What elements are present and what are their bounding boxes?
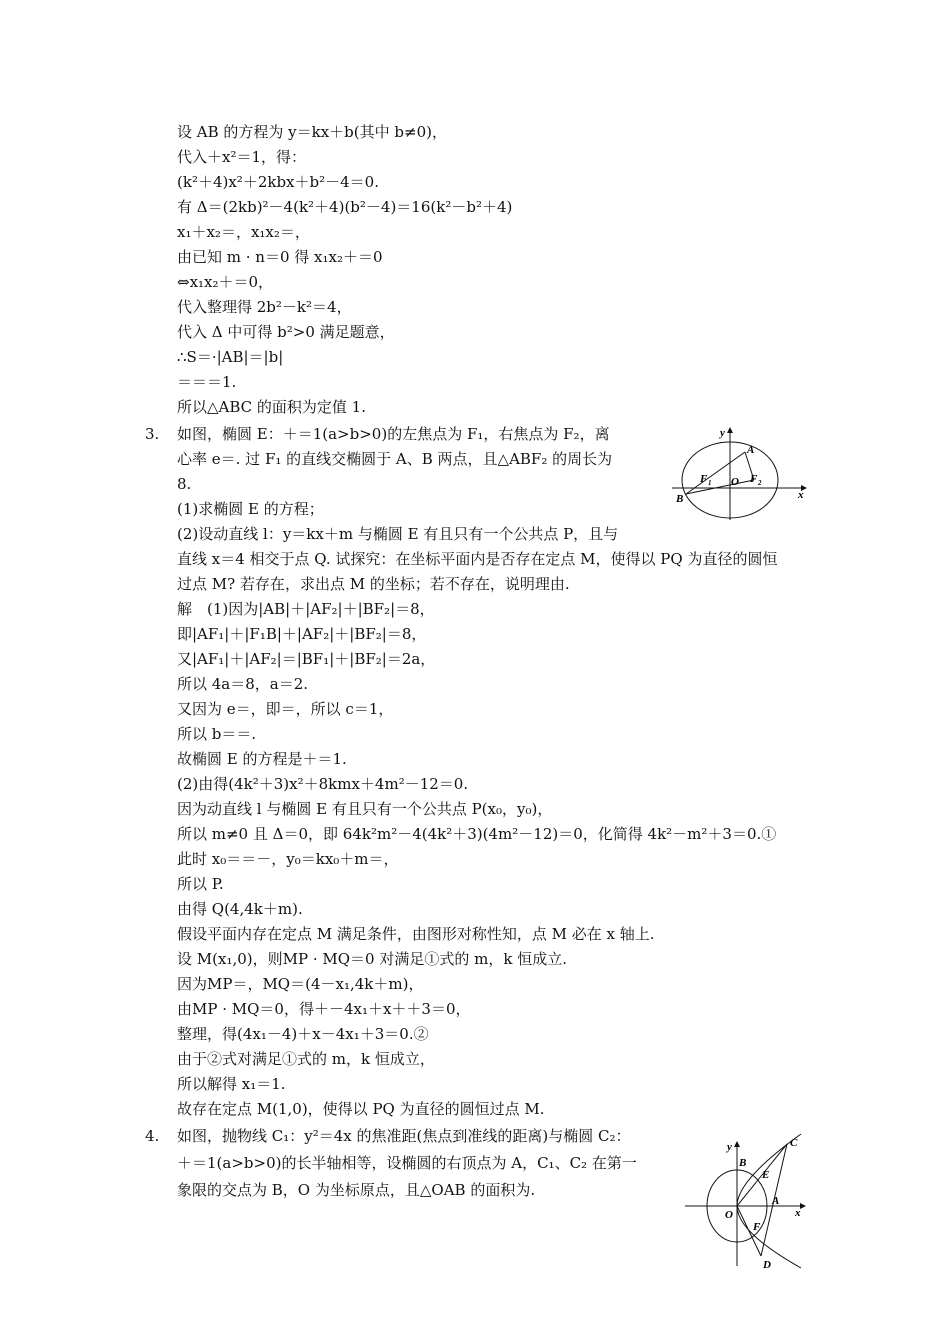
text-line: 设 M(x₁,0)，则MP · MQ＝0 对满足①式的 m，k 恒成立. <box>177 950 567 968</box>
text-line: 所以解得 x₁＝1. <box>177 1075 286 1093</box>
label-o: O <box>731 476 739 488</box>
parabola-curve <box>737 1134 801 1268</box>
text-line: 假设平面内存在定点 M 满足条件，由图形对称性知，点 M 必在 x 轴上. <box>177 925 655 943</box>
text-line: 直线 x＝4 相交于点 Q. 试探究：在坐标平面内是否存在定点 M，使得以 PQ 为直径的圆恒 <box>177 550 778 568</box>
label-f2: F <box>750 473 758 485</box>
text-line: 象限的交点为 B，O 为坐标原点，且△OAB 的面积为. <box>177 1181 536 1199</box>
problem-number: 4. <box>145 1127 160 1145</box>
text-line: 因为MP＝，MQ＝(4－x₁,4k＋m)， <box>177 975 424 993</box>
text-line: 所以 m≠0 且 Δ＝0，即 64k²m²－4(4k²＋3)(4m²－12)＝0，化简得 4k²－m²＋3＝0.① <box>177 825 777 843</box>
text-line: 如图，椭圆 E：＋＝1(a>b>0)的左焦点为 F₁，右焦点为 F₂，离 <box>177 425 610 443</box>
text-line: ∴S＝·|AB|＝|b| <box>177 348 284 366</box>
label-o: O <box>725 1209 733 1221</box>
text-line: 故椭圆 E 的方程是＋＝1. <box>177 750 347 768</box>
text-line: 过点 M? 若存在，求出点 M 的坐标；若不存在，说明理由. <box>177 575 570 593</box>
problem-number: 3. <box>145 425 160 443</box>
parabola-ellipse-figure <box>683 1130 813 1270</box>
text-line: 由MP · MQ＝0，得＋－4x₁＋x＋＋3＝0， <box>177 1000 471 1018</box>
label-f1-sub: 1 <box>708 479 712 487</box>
text-line: ⇔x₁x₂＋＝0， <box>177 273 274 291</box>
label-x: x <box>798 489 804 501</box>
label-e: E <box>762 1169 770 1181</box>
text-line: (k²＋4)x²＋2kbx＋b²－4＝0. <box>177 173 379 191</box>
label-x: x <box>795 1207 801 1219</box>
text-line: 代入＋x²＝1，得： <box>177 148 307 166</box>
label-y: y <box>727 1141 732 1153</box>
text-line: 代入 Δ 中可得 b²>0 满足题意， <box>177 323 395 341</box>
text-line: 设 AB 的方程为 y＝kx＋b(其中 b≠0)， <box>177 123 447 141</box>
text-line: 故存在定点 M(1,0)，使得以 PQ 为直径的圆恒过点 M. <box>177 1100 545 1118</box>
text-line: 所以 P. <box>177 875 224 893</box>
text-line: (2)由得(4k²＋3)x²＋8kmx＋4m²－12＝0. <box>177 775 469 793</box>
text-line: 代入整理得 2b²－k²＝4， <box>177 298 352 316</box>
text-line: 由得 Q(4,4k＋m). <box>177 900 303 918</box>
text-line: (1)求椭圆 E 的方程； <box>177 500 324 518</box>
text-line: 解 (1)因为|AB|＋|AF₂|＋|BF₂|＝8， <box>177 600 435 618</box>
text-line: 因为动直线 l 与椭圆 E 有且只有一个公共点 P(x₀，y₀)， <box>177 800 553 818</box>
ellipse-figure <box>668 422 810 522</box>
label-f2-sub: 2 <box>758 479 762 487</box>
text-line: 由于②式对满足①式的 m，k 恒成立， <box>177 1050 435 1068</box>
text-line: (2)设动直线 l：y＝kx＋m 与椭圆 E 有且只有一个公共点 P，且与 <box>177 525 619 543</box>
text-line: 由已知 m · n＝0 得 x₁x₂＋＝0 <box>177 248 383 266</box>
text-line: 心率 e＝. 过 F₁ 的直线交椭圆于 A、B 两点，且△ABF₂ 的周长为 <box>177 450 613 468</box>
label-a: A <box>747 444 755 456</box>
text-line: 又因为 e＝，即＝，所以 c＝1， <box>177 700 394 718</box>
label-y: y <box>720 427 725 439</box>
text-line: 此时 x₀＝＝－，y₀＝kx₀＋m＝， <box>177 850 399 868</box>
text-line: 所以△ABC 的面积为定值 1. <box>177 398 366 416</box>
text-line: 又|AF₁|＋|AF₂|＝|BF₁|＋|BF₂|＝2a， <box>177 650 436 668</box>
text-line: ＝＝＝1. <box>177 373 237 391</box>
label-a: A <box>772 1195 780 1207</box>
text-line: 整理，得(4x₁－4)＋x－4x₁＋3＝0.② <box>177 1025 429 1043</box>
text-line: 如图，抛物线 C₁：y²＝4x 的焦准距(焦点到准线的距离)与椭圆 C₂： <box>177 1127 631 1145</box>
text-line: x₁＋x₂＝，x₁x₂＝， <box>177 223 310 241</box>
text-line: 所以 4a＝8，a＝2. <box>177 675 309 693</box>
text-line: 8. <box>177 475 192 493</box>
label-b: B <box>676 493 684 505</box>
label-b: B <box>739 1157 747 1169</box>
label-f1: F <box>700 473 708 485</box>
text-line: 所以 b＝＝. <box>177 725 257 743</box>
text-line: 有 Δ＝(2kb)²－4(k²＋4)(b²－4)＝16(k²－b²＋4) <box>177 198 513 216</box>
label-f: F <box>753 1221 761 1233</box>
label-d: D <box>763 1259 771 1270</box>
text-line: ＋＝1(a>b>0)的长半轴相等，设椭圆的右顶点为 A，C₁、C₂ 在第一 <box>177 1154 637 1172</box>
label-c: C <box>790 1137 798 1149</box>
text-line: 即|AF₁|＋|F₁B|＋|AF₂|＋|BF₂|＝8， <box>177 625 427 643</box>
